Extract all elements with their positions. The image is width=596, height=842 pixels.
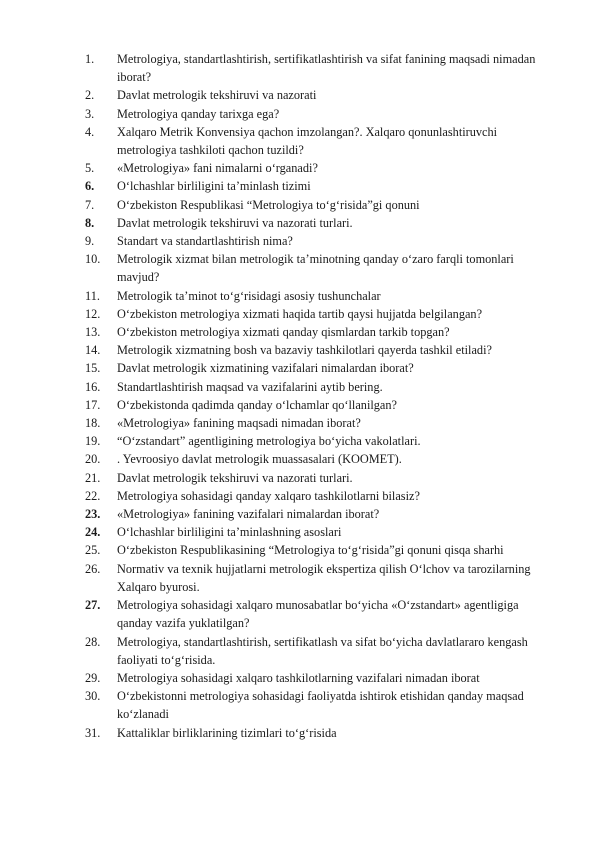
question-text: Oʻlchashlar birliligini ta’minlash tizimi [117,179,311,194]
question-item [85,105,555,123]
question-item [85,232,555,250]
question-text: «Metrologiya» fanining vazifalari nimalardan iborat? [117,507,380,522]
question-text: Oʻzbekiston Respublikasining “Metrologiya toʻgʻrisida”gi qonuni qisqa sharhi [117,543,504,558]
question-item [85,177,555,195]
question-item [85,724,555,742]
question-text: Metrologiya qanday tarixga ega? [117,106,280,121]
question-number: 29. [85,670,101,685]
question-item [85,359,555,377]
question-text: Metrologik ta’minot toʻgʻrisidagi asosiy tushunchalar [117,288,381,303]
question-list [85,50,555,742]
question-number: 8. [85,215,95,230]
question-number: 4. [85,124,95,139]
question-number: 13. [85,325,101,340]
question-item [85,123,555,159]
question-text: «Metrologiya» fanining maqsadi nimadan iborat? [117,416,361,431]
question-text: Oʻzbekiston metrologiya xizmati haqida tartib qaysi hujjatda belgilangan? [117,306,483,321]
question-item [85,341,555,359]
question-item [85,469,555,487]
question-text: Oʻzbekistonni metrologiya sohasidagi faoliyatda ishtirok etishidan qanday maqsad koʻzlanadi [117,689,524,722]
question-item [85,560,555,596]
question-number: 17. [85,397,101,412]
question-number: 16. [85,379,101,394]
question-item [85,396,555,414]
question-text: Metrologiya sohasidagi qanday xalqaro tashkilotlarni bilasiz? [117,488,420,503]
question-number: 2. [85,88,95,103]
question-number: 11. [85,288,100,303]
question-number: 21. [85,470,101,485]
question-number: 22. [85,488,101,503]
question-number: 23. [85,507,101,522]
question-number: 31. [85,725,101,740]
question-text: Davlat metrologik tekshiruvi va nazorati turlari. [117,470,353,485]
question-text: Normativ va texnik hujjatlarni metrologik ekspertiza qilish Oʻlchov va tarozilarning Xalqaro byurosi. [117,561,531,594]
question-text: Davlat metrologik tekshiruvi va nazorati [117,88,317,103]
question-item [85,250,555,286]
question-number: 19. [85,434,101,449]
question-number: 10. [85,252,101,267]
question-text: “Oʻzstandart” agentligining metrologiya boʻyicha vakolatlari. [117,434,421,449]
question-text: «Metrologiya» fani nimalarni oʻrganadi? [117,161,318,176]
question-number: 24. [85,525,101,540]
question-number: 3. [85,106,95,121]
question-text: Metrologik xizmatning bosh va bazaviy tashkilotlari qayerda tashkil etiladi? [117,343,492,358]
question-number: 28. [85,634,101,649]
question-text: Metrologik xizmat bilan metrologik ta’minotning qanday oʻzaro farqli tomonlari mavjud? [117,252,514,285]
question-text: Standartlashtirish maqsad va vazifalarini aytib bering. [117,379,383,394]
question-item [85,487,555,505]
question-item [85,633,555,669]
question-item [85,414,555,432]
question-item [85,432,555,450]
question-number: 30. [85,689,101,704]
question-text: Oʻzbekiston metrologiya xizmati qanday qismlardan tarkib topgan? [117,325,450,340]
question-text: Oʻzbekistonda qadimda qanday oʻlchamlar qoʻllanilgan? [117,397,397,412]
question-item [85,505,555,523]
question-number: 27. [85,598,101,613]
question-number: 15. [85,361,101,376]
question-text: Metrologiya, standartlashtirish, sertifikatlashtirish va sifat fanining maqsadi nimadan iborat? [117,52,536,85]
question-item [85,596,555,632]
question-item [85,86,555,104]
question-text: Metrologiya sohasidagi xalqaro tashkilotlarning vazifalari nimadan iborat [117,670,480,685]
question-item [85,378,555,396]
question-text: Oʻzbekiston Respublikasi “Metrologiya toʻgʻrisida”gi qonuni [117,197,420,212]
question-item [85,196,555,214]
question-item [85,159,555,177]
question-number: 25. [85,543,101,558]
question-text: Standart va standartlashtirish nima? [117,234,293,249]
question-item [85,50,555,86]
question-number: 14. [85,343,101,358]
question-item [85,523,555,541]
question-number: 7. [85,197,95,212]
question-number: 6. [85,179,95,194]
question-text: Metrologiya sohasidagi xalqaro munosabatlar boʻyicha «Oʻzstandart» agentligiga qanday vazifa yuklatilgan? [117,598,519,631]
question-number: 26. [85,561,101,576]
question-number: 1. [85,52,95,66]
question-number: 18. [85,416,101,431]
question-item [85,305,555,323]
question-text: Davlat metrologik tekshiruvi va nazorati turlari. [117,215,353,230]
question-item [85,669,555,687]
question-text: Xalqaro Metrik Konvensiya qachon imzolangan?. Xalqaro qonunlashtiruvchi metrologiya tashkiloti qachon tuzildi? [117,124,498,158]
question-item [85,687,555,723]
question-item [85,214,555,232]
question-number: 5. [85,161,95,176]
question-item [85,323,555,341]
question-number: 9. [85,234,95,249]
question-text: Davlat metrologik xizmatining vazifalari nimalardan iborat? [117,361,414,376]
question-number: 12. [85,306,101,321]
question-text: Oʻlchashlar birliligini ta’minlashning asoslari [117,525,342,540]
question-text: Metrologiya, standartlashtirish, sertifikatlash va sifat boʻyicha davlatlararo kengash faoliyati toʻgʻrisida. [117,634,528,667]
question-item [85,450,555,468]
question-number: 20. [85,452,101,467]
question-item [85,287,555,305]
question-item [85,541,555,559]
question-text: . Yevroosiyo davlat metrologik muassasalari (KOOMET). [117,452,402,467]
question-text: Kattaliklar birliklarining tizimlari toʻgʻrisida [117,725,337,740]
